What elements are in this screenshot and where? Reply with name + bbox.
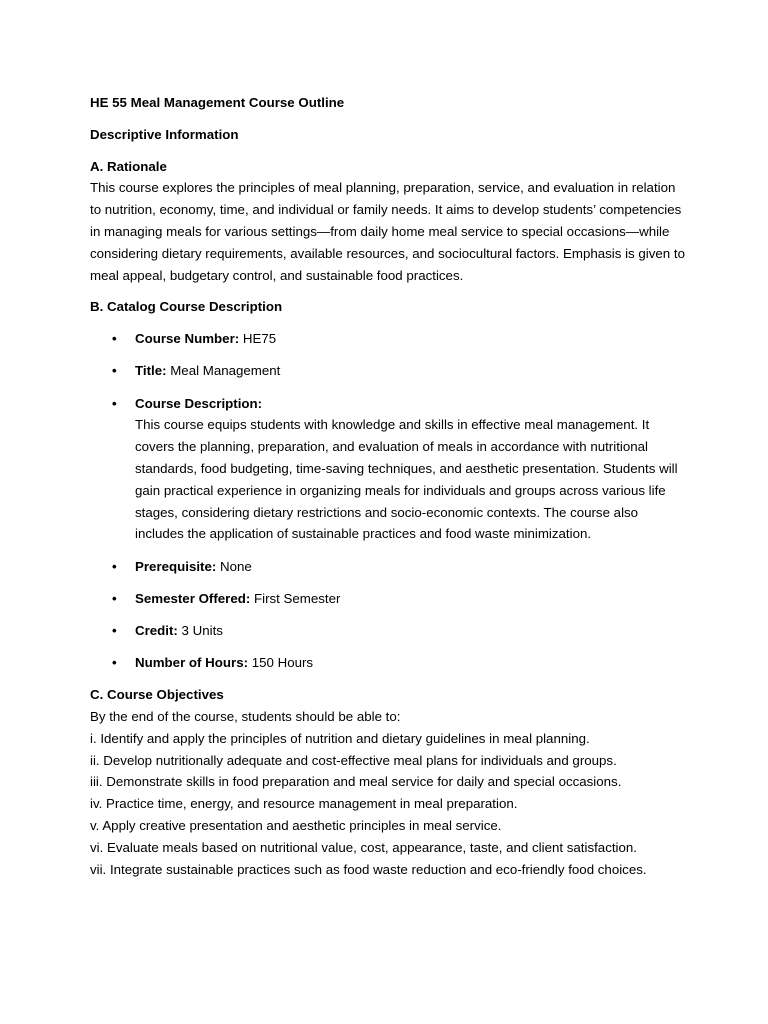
hours-label: Number of Hours: (135, 655, 249, 671)
document-title: HE 55 Meal Management Course Outline (90, 95, 345, 110)
course-description-label: Course Description: (135, 395, 263, 411)
list-item-title (90, 360, 690, 382)
title-value: Meal Management (166, 363, 281, 379)
rationale-section (90, 156, 690, 287)
semester-label: Semester Offered: (135, 590, 251, 606)
objective-item: ii. Develop nutritionally adequate and cost-effective meal plans for individuals and groups. (90, 752, 617, 768)
rationale-body: This course explores the principles of meal planning, preparation, service, and evaluation in relation to nutrition, economy, time, and individual or family needs. It aims to develop students’ competencies in managing meals for various settings—from daily home meal service to special occasions—while considering dietary requirements, available resources, and sociocultural factors. Emphasis is given to meal appeal, budgetary control, and sustainable food practices. (90, 180, 685, 283)
objective-item: v. Apply creative presentation and aesthetic principles in meal service. (90, 818, 502, 834)
bullet-icon: • (112, 331, 117, 347)
list-item-credit (90, 620, 690, 642)
bullet-icon: • (112, 622, 117, 638)
objective-item: vii. Integrate sustainable practices such as food waste reduction and eco-friendly food choices. (90, 861, 647, 877)
list-item-hours (90, 652, 690, 674)
credit-value: 3 Units (177, 622, 223, 638)
objective-item: i. Identify and apply the principles of nutrition and dietary guidelines in meal planning. (90, 730, 590, 746)
objectives-heading: C. Course Objectives (90, 687, 224, 703)
semester-value: First Semester (250, 590, 341, 606)
bullet-icon: • (112, 558, 117, 574)
title-label: Title: (135, 363, 167, 379)
catalog-heading: B. Catalog Course Description (90, 299, 283, 315)
bullet-icon: • (112, 590, 117, 606)
catalog-list (90, 328, 690, 674)
document-page (90, 92, 690, 890)
list-item-course-number (90, 328, 690, 350)
list-item-course-description (90, 393, 690, 546)
section-heading: Descriptive Information (90, 126, 239, 142)
course-number-label: Course Number: (135, 331, 240, 347)
objectives-section (90, 684, 690, 880)
objectives-intro: By the end of the course, students should be able to: (90, 709, 401, 725)
hours-value: 150 Hours (248, 655, 314, 671)
credit-label: Credit: (135, 622, 178, 638)
bullet-icon: • (112, 395, 117, 411)
objective-item: iv. Practice time, energy, and resource management in meal preparation. (90, 796, 518, 812)
prerequisite-value: None (216, 558, 252, 574)
bullet-icon: • (112, 655, 117, 671)
list-item-prerequisite (90, 556, 690, 578)
course-number-value: HE75 (239, 331, 277, 347)
prerequisite-label: Prerequisite: (135, 558, 217, 574)
rationale-heading: A. Rationale (90, 158, 167, 174)
bullet-icon: • (112, 363, 117, 379)
course-description-value: This course equips students with knowledge and skills in effective meal management. It covers the planning, preparation, and evaluation of meals in accordance with nutritional standards, food budgeting, time-saving techniques, and aesthetic presentation. Students will gain practical experience in organizing meals for individuals and groups across various life stages, considering dietary restrictions and socio-economic contexts. The course also includes the application of sustainable practices and food waste minimization. (135, 417, 678, 542)
objective-item: vi. Evaluate meals based on nutritional value, cost, appearance, taste, and client satisfaction. (90, 839, 637, 855)
objective-item: iii. Demonstrate skills in food preparation and meal service for daily and special occasions. (90, 774, 622, 790)
list-item-semester (90, 588, 690, 610)
